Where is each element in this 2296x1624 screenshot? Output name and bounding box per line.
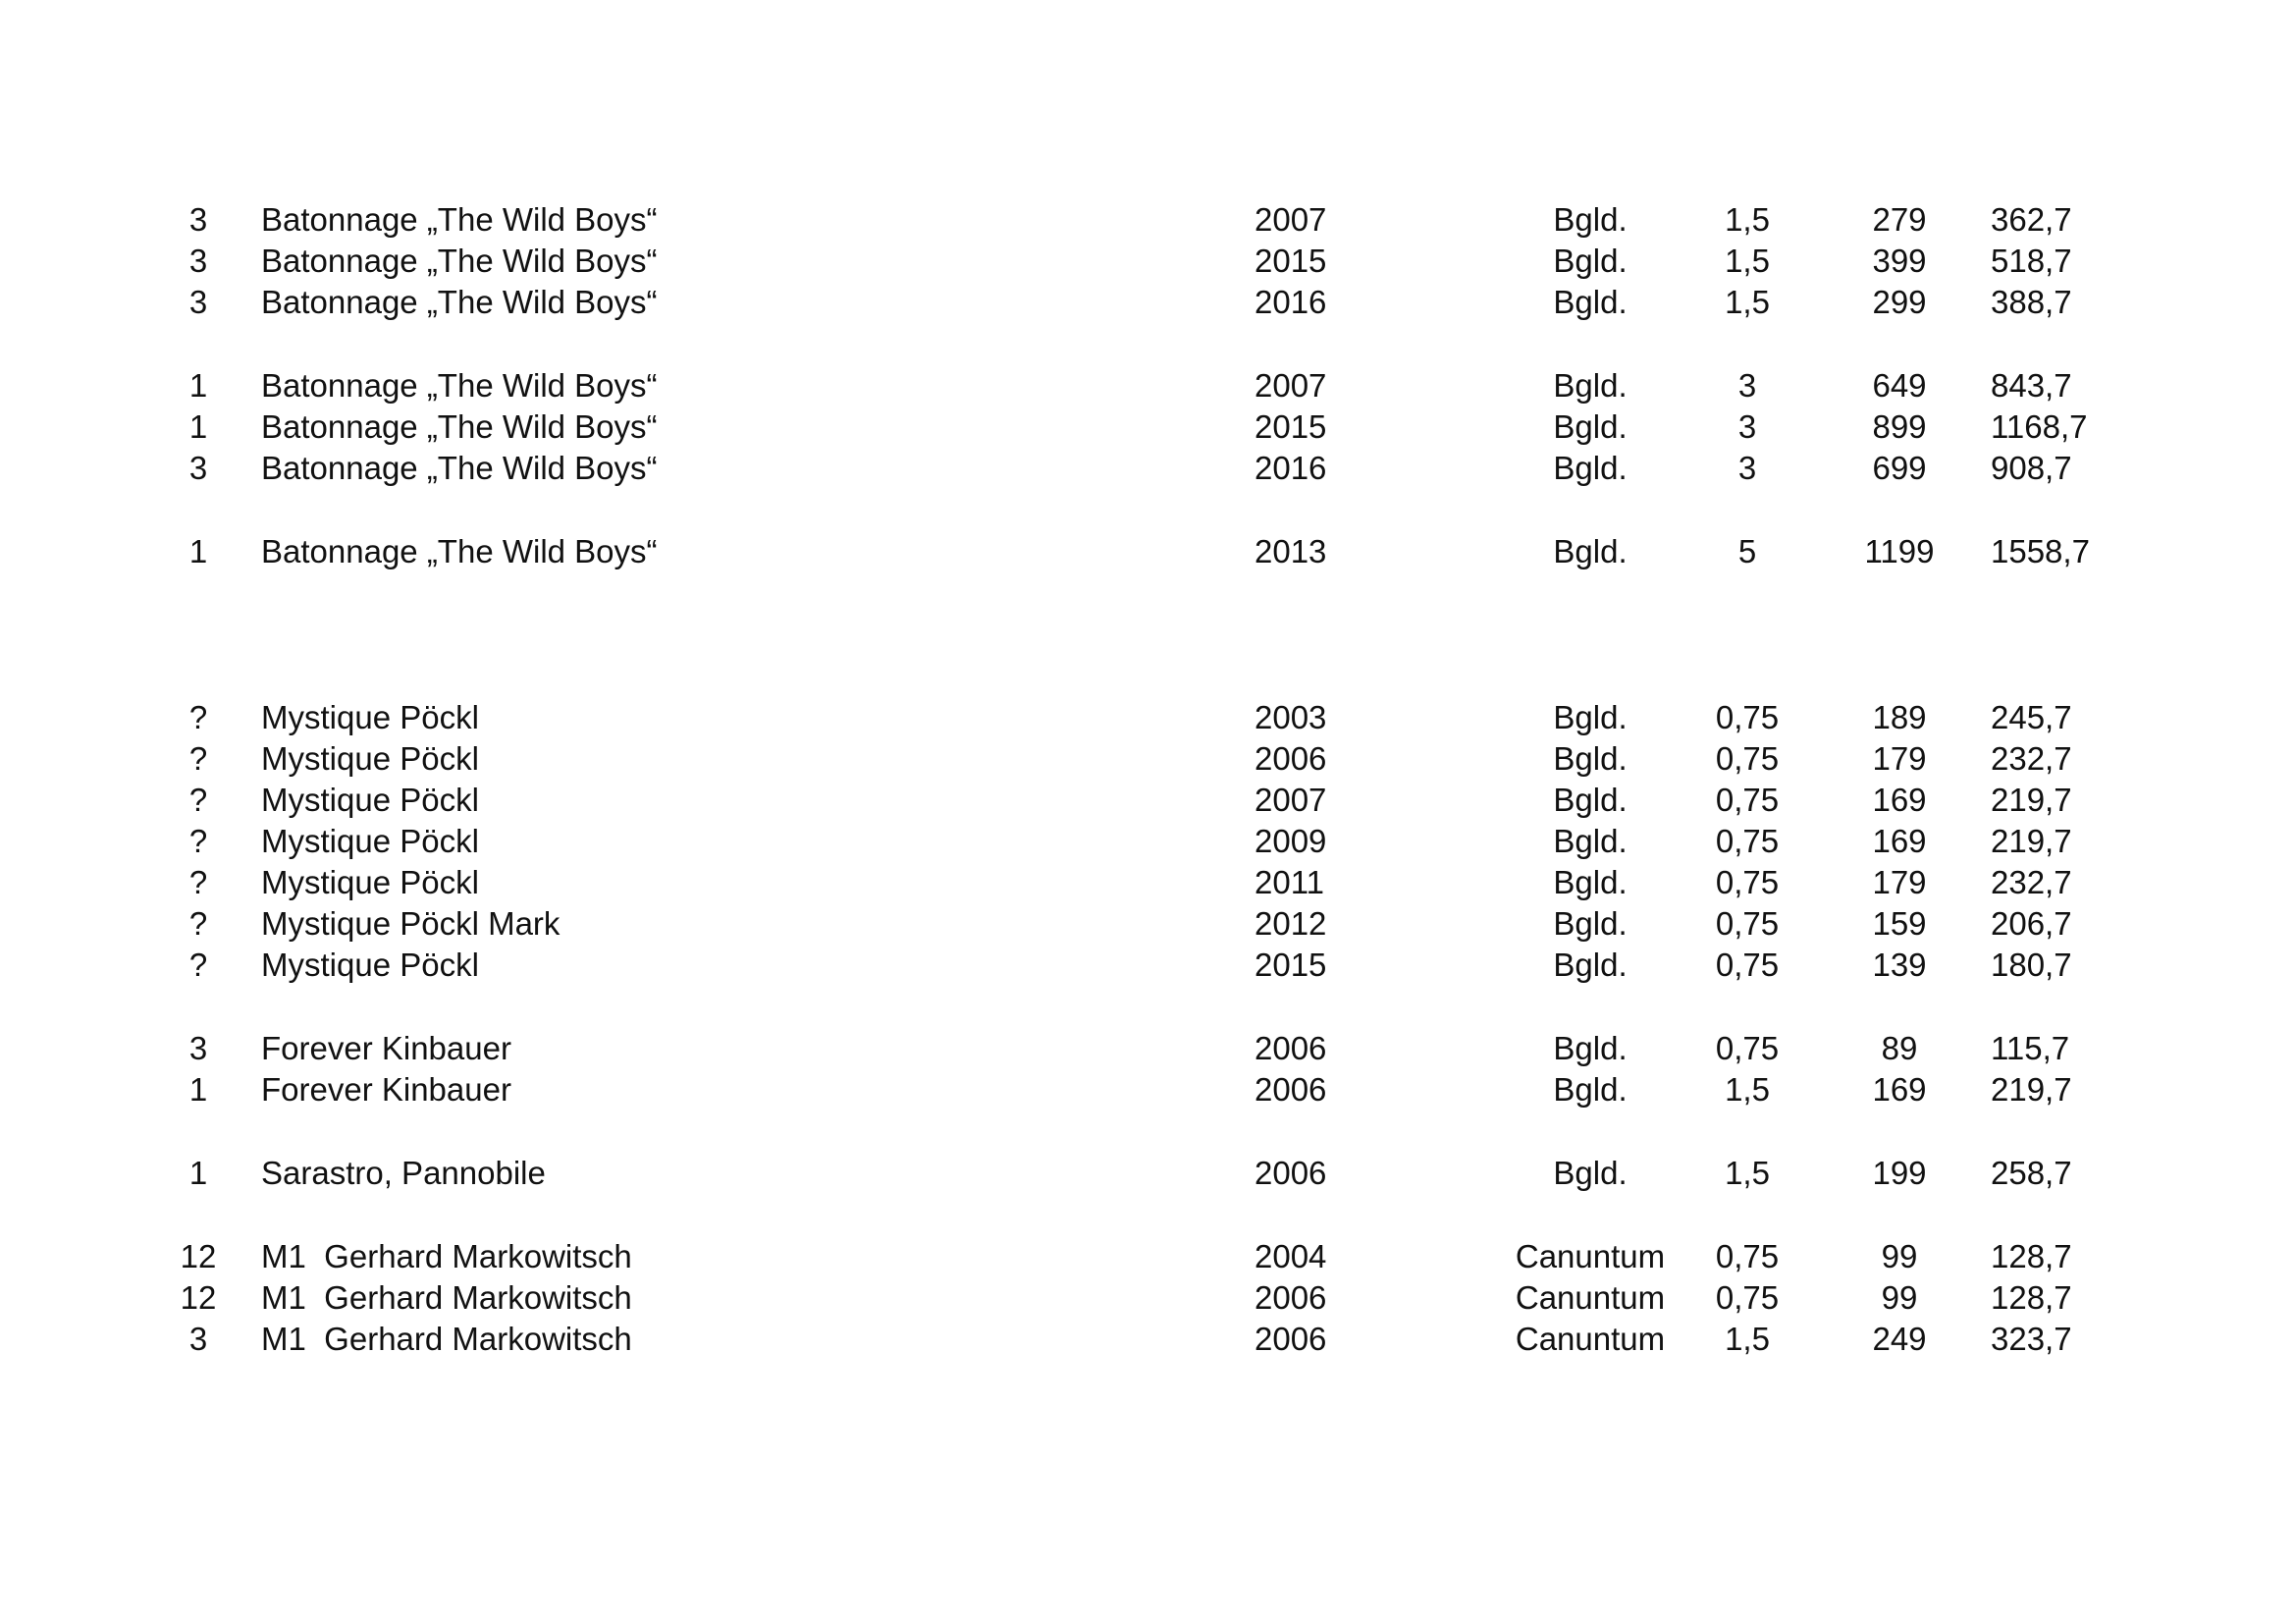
bottle-size-cell: 1,5 (1725, 284, 1770, 320)
total-cell: 518,7 (1991, 243, 2072, 279)
price-cell: 159 (1872, 905, 1927, 942)
vintage-cell: 2006 (1255, 1030, 1327, 1066)
bottle-size-cell: 1,5 (1725, 1155, 1770, 1191)
bottle-size-cell: 0,75 (1715, 905, 1780, 942)
region-cell: Bgld. (1553, 533, 1628, 569)
table-row (0, 1277, 2296, 1319)
vintage-cell: 2015 (1255, 947, 1327, 983)
bottle-size-cell: 0,75 (1715, 947, 1780, 983)
region-cell: Bgld. (1553, 1030, 1628, 1066)
region-cell: Bgld. (1553, 1071, 1628, 1108)
total-cell: 1558,7 (1991, 533, 2090, 569)
vintage-cell: 2006 (1255, 1155, 1327, 1191)
quantity-cell: 3 (188, 243, 208, 279)
price-cell: 279 (1872, 201, 1927, 238)
region-cell: Bgld. (1553, 284, 1628, 320)
table-row (0, 821, 2296, 862)
table-row (0, 1236, 2296, 1277)
price-cell: 699 (1872, 450, 1927, 486)
vintage-cell: 2006 (1255, 1321, 1327, 1357)
vintage-cell: 2007 (1255, 367, 1327, 404)
total-cell: 232,7 (1991, 864, 2072, 900)
table-row (0, 1069, 2296, 1110)
vintage-cell: 2016 (1255, 450, 1327, 486)
total-cell: 908,7 (1991, 450, 2072, 486)
table-row (0, 282, 2296, 323)
vintage-cell: 2013 (1255, 533, 1327, 569)
total-cell: 245,7 (1991, 699, 2072, 735)
total-cell: 180,7 (1991, 947, 2072, 983)
price-cell: 179 (1872, 740, 1927, 777)
wine-name-cell: Mystique Pöckl Mark (261, 905, 561, 942)
wine-name-cell: Mystique Pöckl (261, 947, 479, 983)
table-row (0, 1028, 2296, 1069)
table-row (0, 531, 2296, 572)
quantity-cell: 3 (188, 450, 208, 486)
wine-name-cell: Mystique Pöckl (261, 699, 479, 735)
quantity-cell: 12 (180, 1238, 217, 1274)
region-cell: Bgld. (1553, 740, 1628, 777)
bottle-size-cell: 1,5 (1725, 201, 1770, 238)
table-row (0, 448, 2296, 489)
quantity-cell: 3 (188, 201, 208, 238)
table-row (0, 697, 2296, 738)
quantity-cell: ? (188, 740, 208, 777)
vintage-cell: 2007 (1255, 782, 1327, 818)
table-row (0, 1153, 2296, 1194)
vintage-cell: 2004 (1255, 1238, 1327, 1274)
price-cell: 649 (1872, 367, 1927, 404)
wine-name-cell: Batonnage „The Wild Boys“ (261, 243, 658, 279)
price-cell: 399 (1872, 243, 1927, 279)
price-cell: 299 (1872, 284, 1927, 320)
price-cell: 1199 (1864, 533, 1935, 569)
vintage-cell: 2015 (1255, 243, 1327, 279)
wine-name-cell: Mystique Pöckl (261, 740, 479, 777)
vintage-cell: 2009 (1255, 823, 1327, 859)
region-cell: Bgld. (1553, 947, 1628, 983)
table-row (0, 241, 2296, 282)
price-cell: 99 (1881, 1238, 1918, 1274)
total-cell: 232,7 (1991, 740, 2072, 777)
quantity-cell: ? (188, 905, 208, 942)
bottle-size-cell: 3 (1737, 408, 1757, 445)
bottle-size-cell: 0,75 (1715, 1030, 1780, 1066)
table-row (0, 199, 2296, 241)
quantity-cell: 3 (188, 1321, 208, 1357)
wine-name-cell: Batonnage „The Wild Boys“ (261, 533, 658, 569)
region-cell: Bgld. (1553, 367, 1628, 404)
bottle-size-cell: 1,5 (1725, 1321, 1770, 1357)
wine-name-cell: M1 Gerhard Markowitsch (261, 1279, 632, 1316)
total-cell: 115,7 (1991, 1030, 2070, 1066)
quantity-cell: 1 (188, 367, 208, 404)
bottle-size-cell: 0,75 (1715, 699, 1780, 735)
price-cell: 139 (1872, 947, 1927, 983)
region-cell: Canuntum (1515, 1321, 1666, 1357)
table-row (0, 903, 2296, 945)
total-cell: 219,7 (1991, 823, 2072, 859)
table-row (0, 780, 2296, 821)
wine-name-cell: Forever Kinbauer (261, 1030, 511, 1066)
price-cell: 249 (1872, 1321, 1927, 1357)
total-cell: 206,7 (1991, 905, 2072, 942)
total-cell: 362,7 (1991, 201, 2072, 238)
total-cell: 388,7 (1991, 284, 2072, 320)
table-row (0, 945, 2296, 986)
region-cell: Bgld. (1553, 864, 1628, 900)
quantity-cell: ? (188, 782, 208, 818)
price-cell: 169 (1872, 782, 1927, 818)
wine-name-cell: Batonnage „The Wild Boys“ (261, 450, 658, 486)
price-cell: 169 (1872, 823, 1927, 859)
price-cell: 89 (1881, 1030, 1918, 1066)
bottle-size-cell: 0,75 (1715, 1238, 1780, 1274)
bottle-size-cell: 5 (1737, 533, 1757, 569)
bottle-size-cell: 3 (1737, 367, 1757, 404)
total-cell: 219,7 (1991, 1071, 2072, 1108)
vintage-cell: 2012 (1255, 905, 1327, 942)
total-cell: 258,7 (1991, 1155, 2072, 1191)
bottle-size-cell: 0,75 (1715, 1279, 1780, 1316)
wine-name-cell: Forever Kinbauer (261, 1071, 511, 1108)
quantity-cell: 1 (188, 533, 208, 569)
region-cell: Bgld. (1553, 408, 1628, 445)
region-cell: Bgld. (1553, 782, 1628, 818)
table-row (0, 406, 2296, 448)
wine-name-cell: Mystique Pöckl (261, 864, 479, 900)
bottle-size-cell: 0,75 (1715, 864, 1780, 900)
price-cell: 199 (1872, 1155, 1927, 1191)
total-cell: 219,7 (1991, 782, 2072, 818)
region-cell: Bgld. (1553, 699, 1628, 735)
wine-name-cell: Sarastro, Pannobile (261, 1155, 546, 1191)
bottle-size-cell: 1,5 (1725, 1071, 1770, 1108)
region-cell: Bgld. (1553, 823, 1628, 859)
quantity-cell: 1 (188, 408, 208, 445)
wine-name-cell: M1 Gerhard Markowitsch (261, 1321, 632, 1357)
quantity-cell: ? (188, 823, 208, 859)
region-cell: Canuntum (1515, 1279, 1666, 1316)
vintage-cell: 2011 (1255, 864, 1324, 900)
price-cell: 99 (1881, 1279, 1918, 1316)
wine-name-cell: Mystique Pöckl (261, 782, 479, 818)
total-cell: 843,7 (1991, 367, 2072, 404)
total-cell: 128,7 (1991, 1279, 2072, 1316)
quantity-cell: ? (188, 864, 208, 900)
wine-name-cell: M1 Gerhard Markowitsch (261, 1238, 632, 1274)
region-cell: Bgld. (1553, 1155, 1628, 1191)
quantity-cell: 1 (188, 1155, 208, 1191)
bottle-size-cell: 3 (1737, 450, 1757, 486)
region-cell: Bgld. (1553, 201, 1628, 238)
bottle-size-cell: 1,5 (1725, 243, 1770, 279)
vintage-cell: 2006 (1255, 1279, 1327, 1316)
table-row (0, 365, 2296, 406)
table-row (0, 862, 2296, 903)
quantity-cell: ? (188, 699, 208, 735)
price-cell: 189 (1872, 699, 1927, 735)
quantity-cell: 3 (188, 284, 208, 320)
quantity-cell: ? (188, 947, 208, 983)
price-cell: 899 (1872, 408, 1927, 445)
total-cell: 1168,7 (1991, 408, 2088, 445)
region-cell: Canuntum (1515, 1238, 1666, 1274)
total-cell: 323,7 (1991, 1321, 2072, 1357)
quantity-cell: 12 (180, 1279, 217, 1316)
region-cell: Bgld. (1553, 243, 1628, 279)
vintage-cell: 2016 (1255, 284, 1327, 320)
wine-name-cell: Batonnage „The Wild Boys“ (261, 201, 658, 238)
vintage-cell: 2006 (1255, 740, 1327, 777)
table-row (0, 1319, 2296, 1360)
quantity-cell: 3 (188, 1030, 208, 1066)
table-row (0, 738, 2296, 780)
wine-name-cell: Batonnage „The Wild Boys“ (261, 284, 658, 320)
bottle-size-cell: 0,75 (1715, 823, 1780, 859)
price-cell: 169 (1872, 1071, 1927, 1108)
wine-name-cell: Batonnage „The Wild Boys“ (261, 408, 658, 445)
wine-name-cell: Mystique Pöckl (261, 823, 479, 859)
wine-name-cell: Batonnage „The Wild Boys“ (261, 367, 658, 404)
region-cell: Bgld. (1553, 450, 1628, 486)
bottle-size-cell: 0,75 (1715, 782, 1780, 818)
vintage-cell: 2006 (1255, 1071, 1327, 1108)
vintage-cell: 2003 (1255, 699, 1327, 735)
vintage-cell: 2007 (1255, 201, 1327, 238)
bottle-size-cell: 0,75 (1715, 740, 1780, 777)
total-cell: 128,7 (1991, 1238, 2072, 1274)
vintage-cell: 2015 (1255, 408, 1327, 445)
price-cell: 179 (1872, 864, 1927, 900)
quantity-cell: 1 (188, 1071, 208, 1108)
region-cell: Bgld. (1553, 905, 1628, 942)
